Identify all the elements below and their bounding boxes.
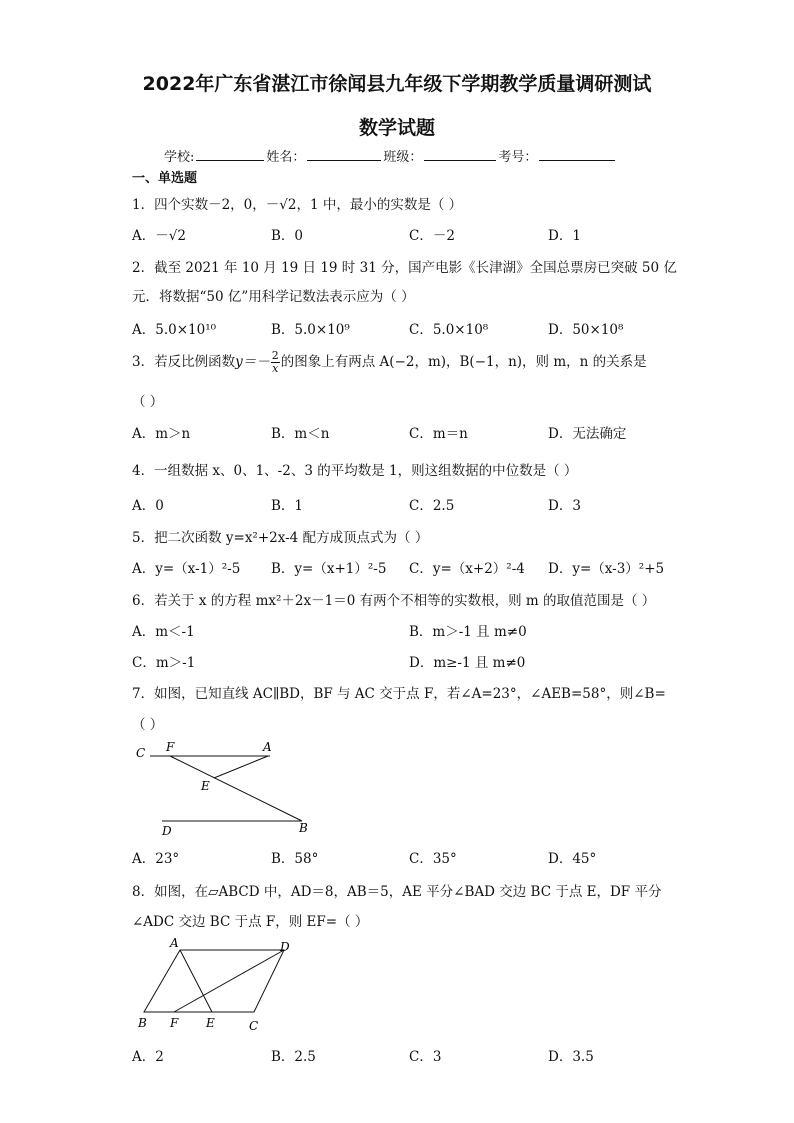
label-d: D [280,940,290,954]
question-8-option-a[interactable]: A．2 [132,1049,164,1065]
question-8-figure [130,932,310,1034]
line-df [174,950,284,1012]
fraction-numerator: 2 [271,349,279,362]
question-8-option-c[interactable]: C．3 [409,1049,442,1065]
line-fb [170,756,302,821]
question-3-stem-line1 [132,346,647,378]
question-3-option-a[interactable]: A．m＞n [132,426,191,442]
number-blank[interactable] [539,148,615,161]
exam-subtitle: 数学试题 [358,117,435,139]
question-4-option-b[interactable]: B．1 [271,498,304,514]
question-6-option-d[interactable]: D．m≥-1 且 m≠0 [409,655,526,671]
question-5-option-a[interactable]: A．y=（x-1）²-5 [132,561,241,577]
label-b: B [299,821,308,835]
question-5-stem: 5．把二次函数 y=x²+2x-4 配方成顶点式为（ ） [132,530,429,546]
question-8-stem-line2: ∠ADC 交边 BC 于点 F，则 EF=（ ） [132,914,369,930]
line-ae [214,756,268,778]
question-2-option-a[interactable]: A．5.0×10¹⁰ [132,322,217,338]
student-info-line [164,146,617,165]
label-b: B [138,1016,147,1030]
question-3-stem-pre: 3．若反比例函数 [132,354,236,370]
question-5-option-d[interactable]: D．y=（x-3）²+5 [548,561,665,577]
question-6-option-b[interactable]: B．m＞-1 且 m≠0 [409,624,527,640]
question-8-option-b[interactable]: B．2.5 [271,1049,316,1065]
question-6-option-a[interactable]: A．m＜-1 [132,624,195,640]
question-4-option-d[interactable]: D．3 [548,498,581,514]
name-blank[interactable] [307,148,381,161]
parallelogram-abcd [144,950,284,1012]
question-2-option-b[interactable]: B．5.0×10⁹ [271,322,350,338]
label-c: C [136,746,146,760]
question-6-option-c[interactable]: C．m＞-1 [132,655,196,671]
label-f: F [170,1016,179,1030]
question-2-stem-line1: 2．截至 2021 年 10 月 19 日 19 时 31 分，国产电影《长津湖》全国总票房已突破 50 亿 [132,260,677,276]
question-7-option-c[interactable]: C．35° [409,851,457,867]
school-label: 学校: [164,150,195,165]
label-d: D [162,824,172,838]
label-c: C [249,1019,259,1033]
question-3-stem-post: 的图象上有两点 A(−2，m)，B(−1，n)，则 m，n 的关系是 [280,354,647,370]
question-6-stem: 6．若关于 x 的方程 mx²＋2x－1＝0 有两个不相等的实数根，则 m 的取值范围是（ ） [132,593,656,609]
question-8-stem-line1: 8．如图，在▱ABCD 中，AD＝8，AB＝5，AE 平分∠BAD 交边 BC 于点 E，DF 平分 [132,884,662,900]
question-1-option-d[interactable]: D．1 [548,228,581,244]
question-8-option-d[interactable]: D．3.5 [548,1049,594,1065]
label-a: A [170,936,179,950]
question-4-option-c[interactable]: C．2.5 [409,498,455,514]
question-5-option-c[interactable]: C．y=（x+2）²-4 [409,561,525,577]
question-2-option-c[interactable]: C．5.0×10⁸ [409,322,489,338]
question-3-fraction [271,350,280,375]
section-heading: 一、单选题 [132,171,198,186]
number-label: 考号： [498,150,538,165]
label-e: E [201,779,210,793]
question-7-option-d[interactable]: D．45° [548,851,597,867]
question-4-option-a[interactable]: A．0 [132,498,164,514]
question-7-stem-line2: （ ） [132,717,164,733]
question-3-option-c[interactable]: C．m＝n [409,426,468,442]
question-1-stem: 1．四个实数－2，0，－√2，1 中，最小的实数是（ ） [132,197,463,213]
question-3-stem-line2: （ ） [132,394,164,410]
question-4-stem: 4．一组数据 x、0、1、-2、3 的平均数是 1，则这组数据的中位数是（ ） [132,463,578,479]
exam-title: 2022年广东省湛江市徐闻县九年级下学期教学质量调研测试 [142,73,652,95]
question-1-option-c[interactable]: C．－2 [409,228,455,244]
label-f: F [166,740,175,754]
fraction-denominator: x [272,362,279,375]
question-1-option-b[interactable]: B．0 [271,228,304,244]
school-blank[interactable] [196,148,264,161]
question-3-option-d[interactable]: D．无法确定 [548,426,627,442]
question-2-stem-line2: 元．将数据“50 亿”用科学记数法表示应为（ ） [132,289,415,305]
question-3-function: y＝－ [235,354,270,370]
question-7-stem-line1: 7．如图，已知直线 AC∥BD，BF 与 AC 交于点 F，若∠A=23°，∠AEB=58°，则∠B= [132,686,666,702]
question-7-figure [130,735,330,840]
class-label: 班级： [383,150,423,165]
question-2-option-d[interactable]: D．50×10⁸ [548,322,624,338]
question-1-option-a[interactable]: A．－√2 [132,228,186,244]
label-a: A [263,740,272,754]
question-5-option-b[interactable]: B．y=（x+1）²-5 [271,561,387,577]
question-7-option-a[interactable]: A．23° [132,851,180,867]
line-ae [180,950,212,1012]
question-3-option-b[interactable]: B．m＜n [271,426,330,442]
class-blank[interactable] [424,148,496,161]
question-7-option-b[interactable]: B．58° [271,851,319,867]
label-e: E [206,1016,215,1030]
name-label: 姓名： [266,150,306,165]
